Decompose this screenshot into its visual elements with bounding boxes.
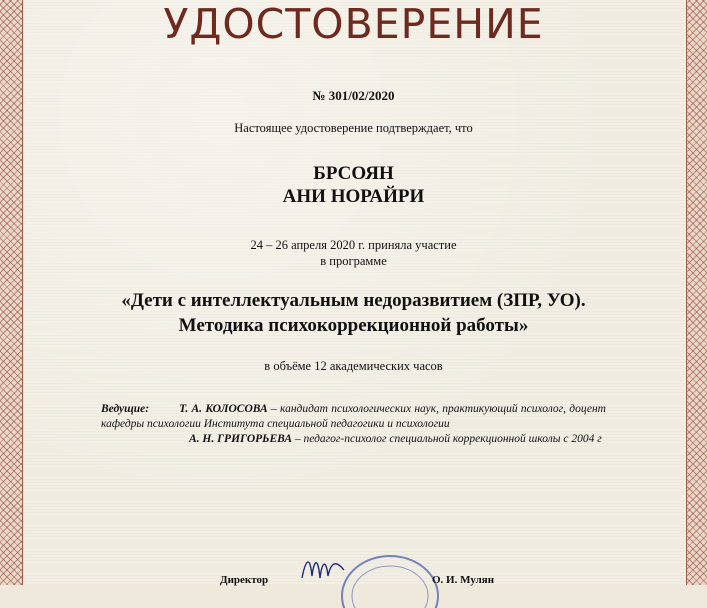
program-title-line-2: Методика психокоррекционной работы» <box>178 315 529 336</box>
participation-line-2: в программе <box>320 254 387 268</box>
host-2-description: – педагог-психолог специальной коррекционной школы с 2004 г <box>292 433 602 445</box>
participation-text <box>0 237 707 269</box>
recipient-given-name: АНИ НОРАЙРИ <box>282 186 425 207</box>
certificate-title: УДОСТОВЕРЕНИЕ <box>163 0 544 48</box>
hosts-section <box>101 402 606 447</box>
director-name: О. И. Мулян <box>432 574 495 586</box>
host-2-line <box>101 432 606 447</box>
host-1-name: Т. А. КОЛОСОВА <box>179 403 268 415</box>
program-title-line-1: «Дети с интеллектуальным недоразвитием (ЗПР, УО). <box>121 290 586 311</box>
confirm-text: Настоящее удостоверение подтверждает, что <box>234 121 473 135</box>
program-title <box>0 288 707 338</box>
host-2-name: А. Н. ГРИГОРЬЕВА <box>189 433 293 445</box>
certificate-number: № 301/02/2020 <box>312 88 395 103</box>
participation-line-1: 24 – 26 апреля 2020 г. приняла участие <box>250 238 457 252</box>
recipient-name <box>0 162 707 208</box>
recipient-surname: БРСОЯН <box>313 163 394 184</box>
host-1-description: – кандидат психологических наук, практикующий психолог, доцент кафедры психологии Института специальной педагогики и психологии <box>101 403 606 430</box>
hosts-label: Ведущие: <box>101 403 150 415</box>
hours-text: в объёме 12 академических часов <box>264 359 443 373</box>
director-label: Директор <box>220 574 269 586</box>
